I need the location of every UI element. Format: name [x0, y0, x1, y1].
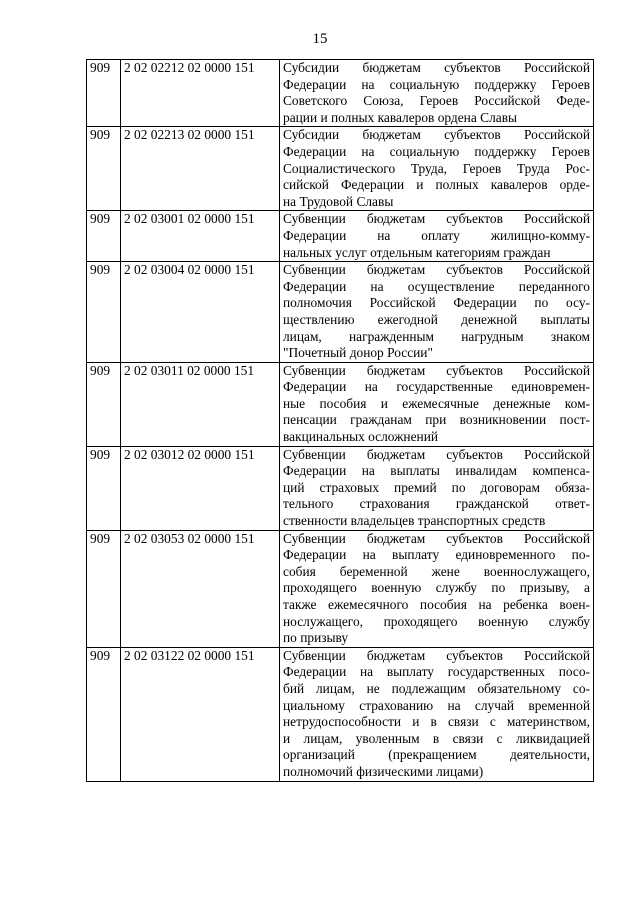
description-line: полномочий физическими лицами) — [283, 763, 484, 779]
page-number: 15 — [312, 31, 328, 47]
admin-code-cell: 909 — [87, 211, 121, 262]
description-line: бий лицам, не подлежащим обязательному со- — [283, 680, 590, 696]
description-line: проходящего военную службу по призыву, а — [283, 580, 590, 596]
description-line: ществлению ежегодной денежной выплаты — [283, 311, 590, 327]
description-line: Субвенции бюджетам субъектов Российской — [283, 211, 590, 227]
description-line: нетрудоспособности и в связи с материнством, — [283, 714, 590, 730]
description-line: пенсации гражданам при возникновении пост- — [283, 412, 590, 428]
table-row — [87, 60, 594, 127]
description-line: по призыву — [283, 630, 349, 646]
description-cell — [280, 127, 594, 211]
description-line: Субвенции бюджетам субъектов Российской — [283, 530, 590, 546]
description-line: рации и полных кавалеров ордена Славы — [283, 109, 518, 125]
description-line: Субсидии бюджетам субъектов Российской — [283, 60, 590, 75]
description-line: ственности владельцев транспортных средств — [283, 513, 546, 529]
budget-code-cell: 2 02 03122 02 0000 151 — [121, 647, 280, 781]
description-line: Субвенции бюджетам субъектов Российской — [283, 647, 590, 663]
description-line: Федерации на социальную поддержку Героев — [283, 143, 590, 159]
description-cell — [280, 262, 594, 363]
description-cell — [280, 530, 594, 647]
description-line: нальных услуг отдельным категориям граждан — [283, 244, 551, 260]
description-line: также ежемесячного пособия на ребенка воен- — [283, 597, 590, 612]
description-line: Субсидии бюджетам субъектов Российской — [283, 127, 590, 143]
description-cell — [280, 446, 594, 530]
description-cell — [280, 362, 594, 446]
table-row — [87, 647, 594, 781]
description-line: Федерации на государственные единовремен- — [283, 379, 590, 395]
description-line: Федерации на выплату государственных посо- — [283, 664, 590, 680]
description-line: лицам, награжденным нагрудным знаком — [283, 328, 590, 344]
budget-code-cell: 2 02 03053 02 0000 151 — [121, 530, 280, 647]
description-line: и лицам, уволенным в связи с ликвидацией — [283, 730, 590, 746]
budget-code-cell: 2 02 02212 02 0000 151 — [121, 60, 280, 127]
admin-code-cell: 909 — [87, 530, 121, 647]
budget-codes-table — [86, 59, 594, 782]
budget-code-cell: 2 02 02213 02 0000 151 — [121, 127, 280, 211]
table-row — [87, 211, 594, 262]
admin-code-cell: 909 — [87, 262, 121, 363]
description-line: Советского Союза, Героев Российской Феде- — [283, 93, 590, 109]
description-line: Социалистического Труда, Героев Труда Рос- — [283, 160, 590, 176]
budget-code-cell: 2 02 03012 02 0000 151 — [121, 446, 280, 530]
description-line: Федерации на выплаты инвалидам компенса- — [283, 463, 590, 479]
admin-code-cell: 909 — [87, 60, 121, 127]
table-row — [87, 362, 594, 446]
table-row — [87, 127, 594, 211]
admin-code-cell: 909 — [87, 362, 121, 446]
description-cell — [280, 647, 594, 781]
description-line: Субвенции бюджетам субъектов Российской — [283, 262, 590, 278]
description-line: Субвенции бюджетам субъектов Российской — [283, 362, 590, 378]
budget-code-cell: 2 02 03011 02 0000 151 — [121, 362, 280, 446]
description-cell — [280, 60, 594, 127]
budget-code-cell: 2 02 03001 02 0000 151 — [121, 211, 280, 262]
description-line: полномочия Российской Федерации по осу- — [283, 295, 590, 311]
budget-code-cell: 2 02 03004 02 0000 151 — [121, 262, 280, 363]
description-line: организаций (прекращением деятельности, — [283, 747, 590, 763]
description-line: ные пособия и ежемесячные денежные ком- — [283, 395, 590, 411]
description-line: Федерации на выплату единовременного по- — [283, 547, 590, 563]
description-line: циальному страхованию на случай временной — [283, 697, 590, 713]
admin-code-cell: 909 — [87, 647, 121, 781]
table-body — [87, 60, 594, 782]
table-row — [87, 262, 594, 363]
description-line: Субвенции бюджетам субъектов Российской — [283, 446, 590, 462]
description-line: собия беременной жене военнослужащего, — [283, 563, 590, 579]
description-line: "Почетный донор России" — [283, 345, 433, 361]
admin-code-cell: 909 — [87, 446, 121, 530]
description-cell — [280, 211, 594, 262]
description-line: тельного страхования гражданской ответ- — [283, 496, 590, 512]
description-line: сийской Федерации и полных кавалеров орде- — [283, 177, 590, 193]
description-line: Федерации на оплату жилищно-комму- — [283, 227, 590, 243]
description-line: нослужащего, проходящего военную службу — [283, 613, 590, 629]
description-line: Федерации на социальную поддержку Героев — [283, 76, 590, 92]
description-line: вакцинальных осложнений — [283, 429, 439, 445]
description-line: Федерации на осуществление переданного — [283, 278, 590, 294]
admin-code-cell: 909 — [87, 127, 121, 211]
description-line: ций страховых премий по договорам обяза- — [283, 479, 590, 495]
table-row — [87, 530, 594, 647]
table-row — [87, 446, 594, 530]
description-line: на Трудовой Славы — [283, 193, 394, 209]
